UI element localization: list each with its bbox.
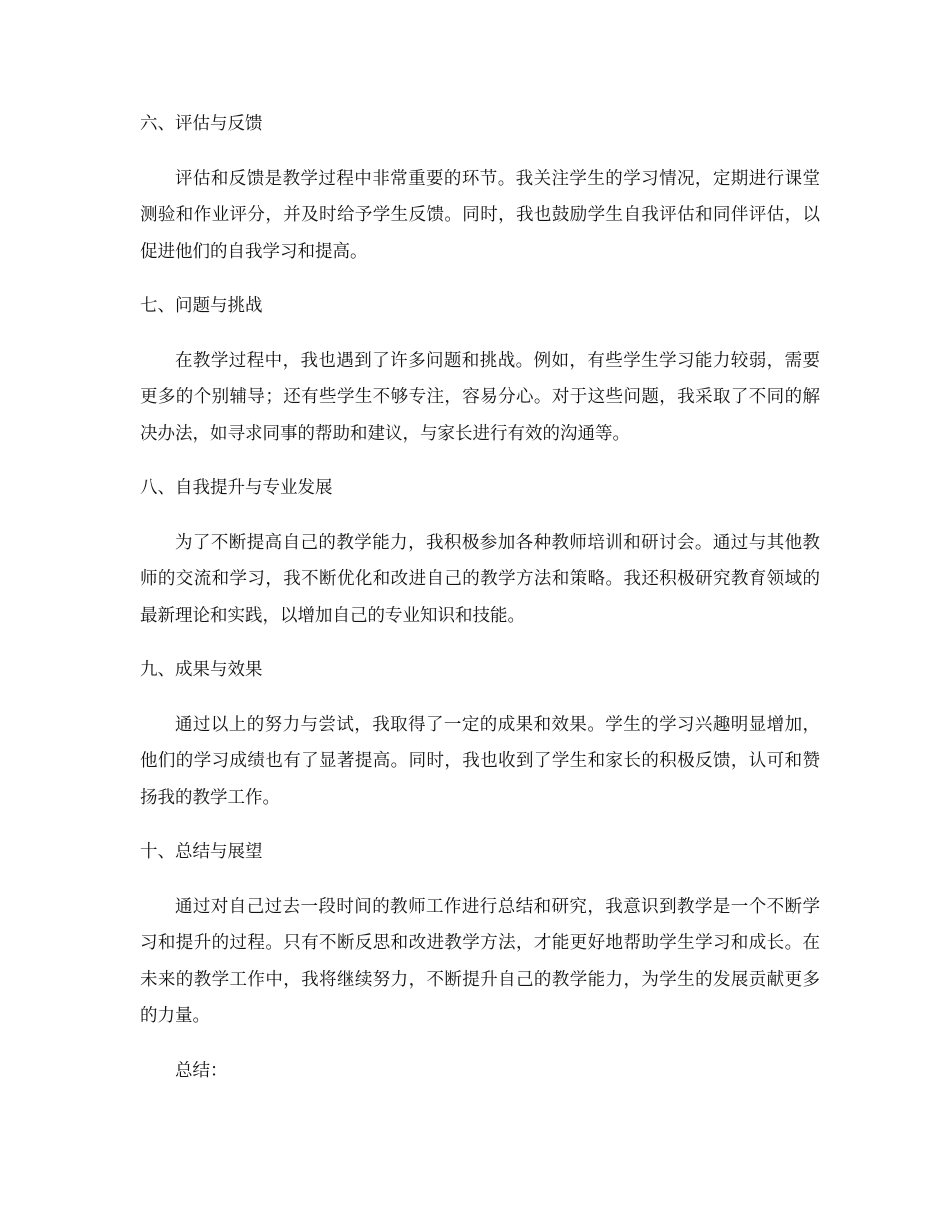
section-body-10: 通过对自己过去一段时间的教师工作进行总结和研究，我意识到教学是一个不断学习和提升的过程。只有不断反思和改进教学方法，才能更好地帮助学生学习和成长。在未来的教学工作中，我将继续努力，不断提升自己的教学能力，为学生的发展贡献更多的力量。 xyxy=(140,896,820,1026)
document-body xyxy=(140,106,820,1089)
section-body-9: 通过以上的努力与尝试，我取得了一定的成果和效果。学生的学习兴趣明显增加，他们的学习成绩也有了显著提高。同时，我也收到了学生和家长的积极反馈，认可和赞扬我的教学工作。 xyxy=(140,714,820,808)
section-heading-10: 十、总结与展望 xyxy=(140,842,263,862)
section-heading-6: 六、评估与反馈 xyxy=(140,114,263,134)
section-heading-8: 八、自我提升与专业发展 xyxy=(140,478,333,498)
section-body-6: 评估和反馈是教学过程中非常重要的环节。我关注学生的学习情况，定期进行课堂测验和作业评分，并及时给予学生反馈。同时，我也鼓励学生自我评估和同伴评估，以促进他们的自我学习和提高。 xyxy=(140,168,820,262)
section-heading-7: 七、问题与挑战 xyxy=(140,296,263,316)
section-body-8: 为了不断提高自己的教学能力，我积极参加各种教师培训和研讨会。通过与其他教师的交流和学习，我不断优化和改进自己的教学方法和策略。我还积极研究教育领域的最新理论和实践，以增加自己的专业知识和技能。 xyxy=(140,532,820,626)
closing-label: 总结： xyxy=(175,1060,228,1081)
section-body-7: 在教学过程中，我也遇到了许多问题和挑战。例如，有些学生学习能力较弱，需要更多的个别辅导；还有些学生不够专注，容易分心。对于这些问题，我采取了不同的解决办法，如寻求同事的帮助和建议，与家长进行有效的沟通等。 xyxy=(140,350,820,444)
section-heading-9: 九、成果与效果 xyxy=(140,660,263,680)
